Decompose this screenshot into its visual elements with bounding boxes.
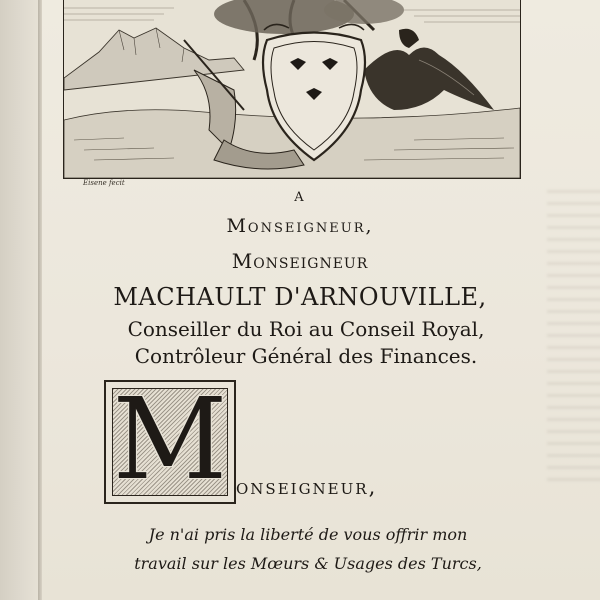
dedicatee-title-2: Contrôleur Général des Finances. <box>134 344 478 368</box>
eagle-icon <box>364 29 494 110</box>
dedicatee-name: MACHAULT D'ARNOUVILLE, <box>113 283 487 311</box>
dedication-monseigneur-2: Monseigneur <box>231 249 369 273</box>
decorated-initial <box>104 375 236 505</box>
dedication-monseigneur-1: Monseigneur, <box>226 215 374 237</box>
engraved-headpiece <box>63 0 521 179</box>
paragraph-line-1: Je n'ai pris la liberté de vous offrir mon <box>148 525 468 544</box>
engraver-signature: Eisene fecit <box>83 179 125 187</box>
paragraph-line-2: travail sur les Mœurs & Usages des Turcs, <box>134 554 482 573</box>
dedicatee-title-1: Conseiller du Roi au Conseil Royal, <box>127 317 485 341</box>
dedication-a: A <box>294 190 306 205</box>
salutation-rest: onseigneur, <box>236 475 378 499</box>
engraving-art <box>64 0 520 178</box>
mountain-icon <box>64 28 244 90</box>
initial-letter: M <box>112 375 228 505</box>
